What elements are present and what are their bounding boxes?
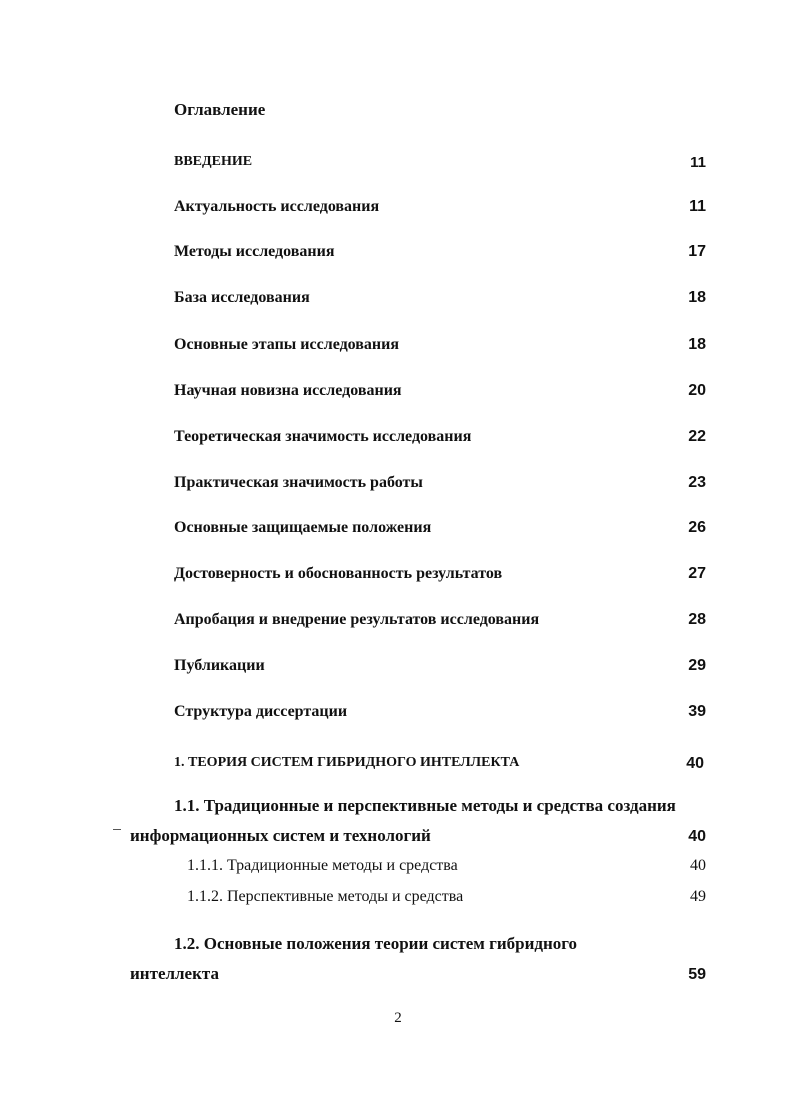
toc-title: Оглавление	[174, 100, 266, 119]
section-1-2-line1: 1.2. Основные положения теории систем гибридного	[174, 934, 578, 953]
toc-entry	[174, 154, 706, 176]
toc-entry-label: База исследования	[174, 289, 310, 306]
toc-entry-label: ВВЕДЕНИЕ	[174, 154, 253, 169]
toc-entry-page: 11	[689, 198, 706, 215]
toc-entry-page: 20	[688, 382, 706, 399]
toc-entry-label: Структура диссертации	[174, 703, 348, 720]
toc-entry-label: Научная новизна исследования	[174, 382, 402, 399]
toc-entry	[174, 519, 706, 541]
toc-entry-label: Публикации	[174, 657, 265, 674]
toc-entry	[174, 336, 706, 358]
toc-entry-page: 29	[688, 657, 706, 674]
toc-entry-page: 49	[690, 888, 706, 905]
page-number: 2	[394, 1010, 402, 1026]
toc-entry-page: 40	[690, 857, 706, 874]
scan-mark	[113, 829, 121, 830]
toc-entry-page: 18	[688, 289, 706, 306]
toc-entry-label: Достоверность и обоснованность результатов	[174, 565, 503, 582]
toc-entry	[174, 657, 706, 679]
toc-entry-page: 28	[688, 611, 706, 628]
toc-subsection-entry	[187, 888, 706, 910]
toc-entry-label: Практическая значимость работы	[174, 474, 423, 491]
toc-entry-label: Основные этапы исследования	[174, 336, 400, 353]
toc-entry	[174, 611, 706, 633]
section-1-1-line1: 1.1. Традиционные и перспективные методы и средства создания	[174, 796, 676, 815]
toc-entry	[174, 428, 706, 450]
toc-entry-page: 40	[686, 755, 704, 772]
section-1-2-page: 59	[688, 966, 706, 983]
toc-entry	[174, 703, 706, 725]
toc-entry-page: 22	[688, 428, 706, 445]
toc-entry-label: 1.1.1. Традиционные методы и средства	[187, 857, 458, 874]
toc-entry	[174, 565, 706, 587]
toc-entry	[174, 289, 706, 311]
toc-entry-page: 39	[688, 703, 706, 720]
section-1-2-line2: интеллекта	[130, 964, 219, 983]
toc-entry	[174, 243, 706, 265]
section-1-1-page: 40	[688, 828, 706, 845]
toc-entry	[174, 198, 706, 220]
toc-entry	[174, 382, 706, 404]
toc-entry-label: Актуальность исследования	[174, 198, 380, 215]
toc-entry	[174, 474, 706, 496]
toc-entry-label: Теоретическая значимость исследования	[174, 428, 472, 445]
toc-entry-label: Основные защищаемые положения	[174, 519, 432, 536]
toc-entry-page: 27	[688, 565, 706, 582]
toc-entry-page: 18	[688, 336, 706, 353]
toc-subsection-entry	[187, 857, 706, 879]
toc-entry-page: 23	[688, 474, 706, 491]
toc-entry-page: 11	[690, 154, 706, 171]
toc-chapter-entry	[174, 755, 704, 777]
toc-entry-label: 1. ТЕОРИЯ СИСТЕМ ГИБРИДНОГО ИНТЕЛЛЕКТА	[174, 755, 520, 770]
toc-entry-label: Методы исследования	[174, 243, 335, 260]
section-1-1-line2: информационных систем и технологий	[130, 826, 431, 845]
toc-entry-page: 26	[688, 519, 706, 536]
toc-entry-page: 17	[688, 243, 706, 260]
toc-entry-label: 1.1.2. Перспективные методы и средства	[187, 888, 464, 905]
toc-entry-label: Апробация и внедрение результатов исследования	[174, 611, 540, 628]
